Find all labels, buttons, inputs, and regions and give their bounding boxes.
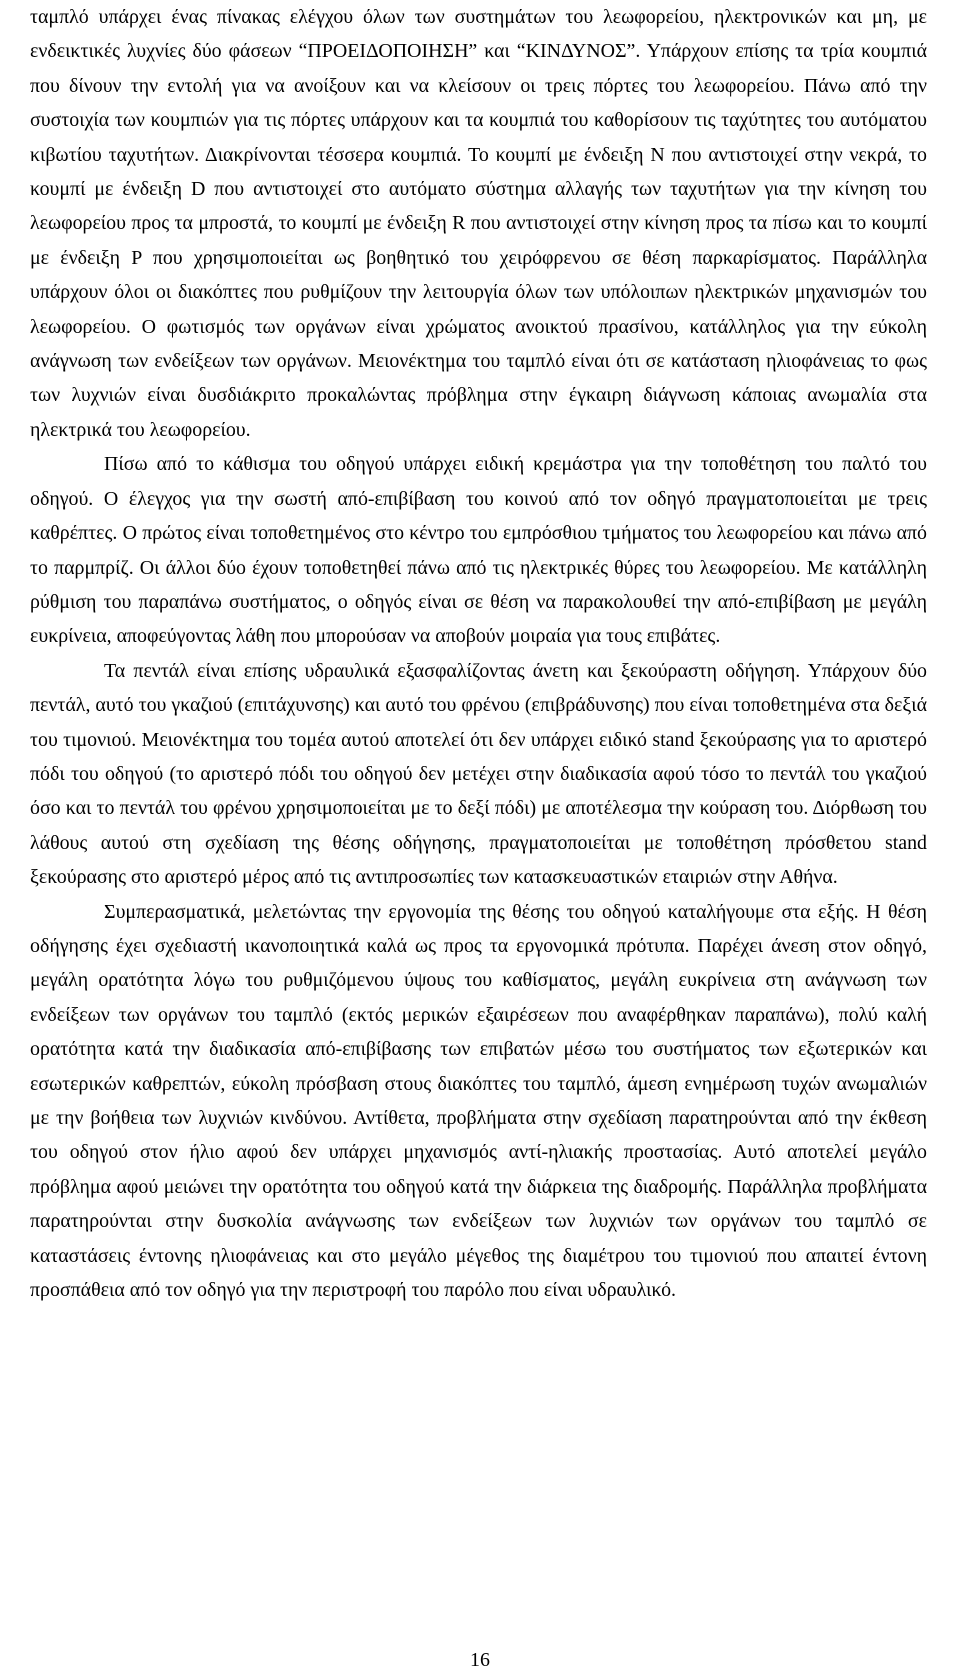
paragraph-conclusions: Συμπερασματικά, μελετώντας την εργονομία της θέσης του οδηγού καταλήγουμε στα εξής. Η θέση οδήγησης έχει σχεδιαστή ικανοποιητικά καλά ως προς τα εργονομικά πρότυπα. Παρέχει άνεση στον οδηγό, μεγάλη ορατότητα λόγω του ρυθμιζόμενου ύψους του καθίσματος, μεγάλη ευκρίνεια στη ανάγνωση των ενδείξεων των οργάνων του ταμπλό (εκτός μερικών εξαιρέσεων που αναφέρθηκαν παραπάνω), πολύ καλή ορατότητα κατά την διαδικασία από-επιβίβασης των επιβατών μέσω του συστήματος των εξωτερικών και εσωτερικών καθρεπτών, εύκολη πρόσβαση στους διακόπτες του ταμπλό, άμεση ενημέρωση τυχών ανωμαλιών με την βοήθεια των λυχνιών κινδύνου. Αντίθετα, προβλήματα στην σχεδίαση παρατηρούνται από την έκθεση του οδηγού στον ήλιο αφού δεν υπάρχει μηχανισμός αντί-ηλιακής προστασίας. Αυτό αποτελεί μεγάλο πρόβλημα αφού μειώνει την ορατότητα του οδηγού κατά την διάρκεια της διαδρομής. Παράλληλα προβλήματα παρατηρούνται στην δυσκολία ανάγνωσης των ενδείξεων των λυχνιών των οργάνων του ταμπλό σε καταστάσεις έντονης ηλιοφάνειας και στο μεγάλο μέγεθος της διαμέτρου του τιμονιού που απαιτεί έντονη προσπάθεια από τον οδηγό για την περιστροφή του παρόλο που είναι υδραυλικό.: [30, 900, 927, 1302]
paragraph-mirrors: Πίσω από το κάθισμα του οδηγού υπάρχει ειδική κρεμάστρα για την τοποθέτηση του παλτό του οδηγού. Ο έλεγχος για την σωστή από-επιβίβαση του κοινού από τον οδηγό πραγματοποιείται με τρεις καθρέπτες. Ο πρώτος είναι τοποθετημένος στο κέντρο του εμπρόσθιου τμήματος του λεωφορείου και πάνω από το παρμπρίζ. Οι άλλοι δύο έχουν τοποθετηθεί πάνω από τις ηλεκτρικές θύρες του λεωφορείου. Με κατάλληλη ρύθμιση του παραπάνω συστήματος, ο οδηγός είναι σε θέση να παρακολουθεί την από-επιβίβαση με μεγάλη ευκρίνεια, αποφεύγοντας λάθη που μπορούσαν να αποβούν μοιραία για τους επιβάτες.: [30, 453, 927, 648]
paragraph-pedals: Τα πεντάλ είναι επίσης υδραυλικά εξασφαλίζοντας άνετη και ξεκούραστη οδήγηση. Υπάρχουν δύο πεντάλ, αυτό του γκαζιού (επιτάχυνσης) και αυτό του φρένου (επιβράδυνσης) που είναι τοποθετημένα στα δεξιά του τιμονιού. Μειονέκτημα του τομέα αυτού αποτελεί ότι δεν υπάρχει ειδικό stand ξεκούρασης για το αριστερό πόδι του οδηγού (το αριστερό πόδι του οδηγού δεν μετέχει στην διαδικασία αφού τόσο το πεντάλ του γκαζιού όσο και το πεντάλ του φρένου χρησιμοποιείται με το δεξί πόδι) με αποτέλεσμα την κούραση του. Διόρθωση του λάθους αυτού στη σχεδίαση της θέσης οδήγησης, πραγματοποιείται με τοποθέτηση πρόσθετου stand ξεκούρασης στο αριστερό μέρος από τις αντιπροσωπίες των κατασκευαστικών εταιριών στην Αθήνα.: [30, 659, 927, 889]
paragraph-dashboard: ταμπλό υπάρχει ένας πίνακας ελέγχου όλων των συστημάτων του λεωφορείου, ηλεκτρονικών και μη, με ενδεικτικές λυχνίες δύο φάσεων “ΠΡΟΕΙΔΟΠΟΙΗΣΗ” και “ΚΙΝΔΥΝΟΣ”. Υπάρχουν επίσης τα τρία κουμπιά που δίνουν την εντολή για να ανοίξουν και να κλείσουν οι τρεις πόρτες του λεωφορείου. Πάνω από την συστοιχία των κουμπιών για τις πόρτες υπάρχουν και τα κουμπιά του καθορίσουν τις ταχύτητες του αυτόματου κιβωτίου ταχυτήτων. Διακρίνονται τέσσερα κουμπιά. Το κουμπί με ένδειξη Ν που αντιστοιχεί στην νεκρά, το κουμπί με ένδειξη D που αντιστοιχεί στο αυτόματο σύστημα αλλαγής των ταχυτήτων για την κίνηση του λεωφορείου προς τα μπροστά, το κουμπί με ένδειξη R που αντιστοιχεί στην κίνηση προς τα πίσω και το κουμπί με ένδειξη P που χρησιμοποιείται ως βοηθητικό του χειρόφρενου σε θέση παρκαρίσματος. Παράλληλα υπάρχουν όλοι οι διακόπτες που ρυθμίζουν την λειτουργία όλων των υπόλοιπων ηλεκτρικών μηχανισμών του λεωφορείου. Ο φωτισμός των οργάνων είναι χρώματος ανοικτού πρασίνου, κατάλληλος για την εύκολη ανάγνωση των ενδείξεων των οργάνων. Μειονέκτημα του ταμπλό είναι ότι σε κατάσταση ηλιοφάνειας το φως των λυχνιών είναι δυσδιάκριτο προκαλώντας πρόβλημα στην έγκαιρη διάγνωση κάποιας ανωμαλία στα ηλεκτρικά του λεωφορείου.: [30, 6, 927, 441]
body-text: [30, 0, 927, 1307]
page-number: 16: [470, 1649, 490, 1671]
